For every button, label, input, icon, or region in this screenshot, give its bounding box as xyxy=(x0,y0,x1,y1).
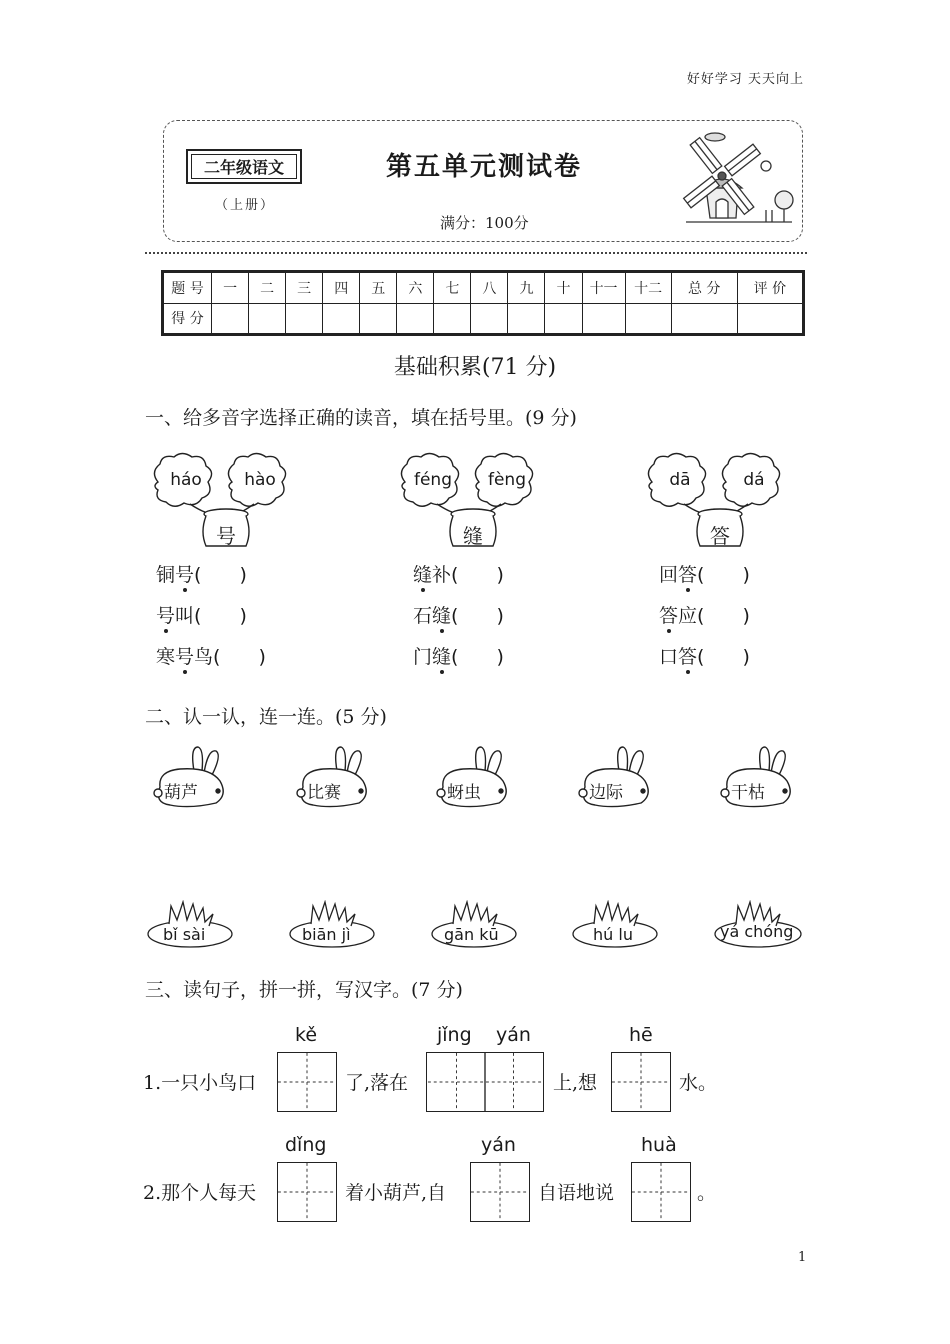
answer-blank[interactable]: ( ) xyxy=(213,646,266,668)
dotted-char: 号 xyxy=(175,564,195,586)
polyphone-char: 答 xyxy=(710,524,730,548)
word-text: 石 xyxy=(413,605,433,627)
word-item xyxy=(413,642,504,669)
sentence-1-part: 1.一只小鸟口 xyxy=(143,1072,257,1094)
score-table-header-row xyxy=(164,273,803,304)
reading-option: fèng xyxy=(487,470,526,490)
score-input-cell[interactable] xyxy=(434,303,471,334)
table-cell: 九 xyxy=(508,273,545,304)
word-item xyxy=(156,642,266,669)
sentence-2-part: 。 xyxy=(697,1182,717,1204)
writing-box[interactable] xyxy=(277,1162,337,1222)
rabbit-word[interactable]: 蚜虫 xyxy=(447,783,481,803)
pinyin-label: huà xyxy=(641,1134,677,1156)
score-input-cell[interactable] xyxy=(737,303,802,334)
word-item xyxy=(413,601,504,628)
polyphone-char: 缝 xyxy=(463,524,483,548)
word-text: 鸟 xyxy=(194,646,214,668)
word-item xyxy=(659,601,750,628)
table-cell: 七 xyxy=(434,273,471,304)
table-cell: 三 xyxy=(286,273,323,304)
word-text: 寒 xyxy=(156,646,176,668)
word-text: 应 xyxy=(678,605,698,627)
score-input-cell[interactable] xyxy=(625,303,671,334)
word-text: 叫 xyxy=(175,605,195,627)
writing-box[interactable] xyxy=(611,1052,671,1112)
grade-badge-text: 二年级语文 xyxy=(203,158,284,177)
question-text: 二、认一认，连一连。 xyxy=(145,706,336,728)
pinyin-label: yán xyxy=(496,1024,531,1046)
rabbit-word[interactable]: 比赛 xyxy=(307,783,341,803)
question-text: 一、给多音字选择正确的读音，填在括号里。 xyxy=(145,407,526,429)
grass-pinyin[interactable]: yá chóng xyxy=(720,922,794,941)
answer-blank[interactable]: ( ) xyxy=(451,646,504,668)
answer-blank[interactable]: ( ) xyxy=(194,564,247,586)
word-item xyxy=(156,601,247,628)
grass-pinyin[interactable]: bǐ sài xyxy=(163,925,206,944)
table-cell: 总 分 xyxy=(671,273,737,304)
sentence-1-part: 上,想 xyxy=(553,1072,598,1094)
dotted-char: 答 xyxy=(678,564,698,586)
table-cell: 五 xyxy=(360,273,397,304)
rabbit-word[interactable]: 葫芦 xyxy=(164,783,198,803)
grass-pinyin[interactable]: biān jì xyxy=(302,925,351,944)
score-input-cell[interactable] xyxy=(249,303,286,334)
word-text: 补 xyxy=(432,564,452,586)
dotted-char: 号 xyxy=(175,646,195,668)
dotted-char: 答 xyxy=(659,605,679,627)
table-cell: 一 xyxy=(212,273,249,304)
question-points: (5 分) xyxy=(335,706,387,728)
dotted-char: 答 xyxy=(678,646,698,668)
table-cell: 六 xyxy=(397,273,434,304)
word-text: 口 xyxy=(659,646,679,668)
score-input-cell[interactable] xyxy=(212,303,249,334)
pinyin-label: kě xyxy=(295,1024,318,1046)
dotted-char: 缝 xyxy=(432,646,452,668)
reading-option: hào xyxy=(244,470,276,490)
page-number: 1 xyxy=(798,1250,807,1265)
table-cell: 得 分 xyxy=(164,303,212,334)
reading-option: dá xyxy=(743,470,765,490)
sentence-2-part: 2.那个人每天 xyxy=(143,1182,257,1204)
score-input-cell[interactable] xyxy=(286,303,323,334)
section-title: 基础积累(71 分) xyxy=(393,355,557,380)
table-cell: 四 xyxy=(323,273,360,304)
score-input-cell[interactable] xyxy=(545,303,582,334)
answer-blank[interactable]: ( ) xyxy=(451,605,504,627)
score-input-cell[interactable] xyxy=(508,303,545,334)
word-text: 铜 xyxy=(156,564,176,586)
table-cell: 十二 xyxy=(625,273,671,304)
table-cell: 二 xyxy=(249,273,286,304)
dotted-char: 缝 xyxy=(432,605,452,627)
table-cell: 评 价 xyxy=(737,273,802,304)
pinyin-label: hē xyxy=(629,1024,653,1046)
question-points: (7 分) xyxy=(411,979,463,1001)
answer-blank[interactable]: ( ) xyxy=(194,605,247,627)
score-table-score-row xyxy=(164,303,803,334)
question-2-title xyxy=(145,702,387,729)
sentence-1-part: 水。 xyxy=(679,1072,718,1094)
sentence-1-part: 了,落在 xyxy=(345,1072,409,1094)
writing-box[interactable] xyxy=(426,1052,544,1112)
dotted-char: 缝 xyxy=(413,564,433,586)
word-item xyxy=(659,560,750,587)
writing-box[interactable] xyxy=(277,1052,337,1112)
sentence-2-part: 着小葫芦,自 xyxy=(345,1182,447,1204)
volume-label: （上册） xyxy=(215,198,276,213)
question-1-title xyxy=(145,403,577,430)
grade-badge xyxy=(186,149,302,184)
reading-option: féng xyxy=(413,470,452,490)
word-item xyxy=(413,560,504,587)
sentence-2-part: 自语地说 xyxy=(538,1182,615,1204)
answer-blank[interactable]: ( ) xyxy=(697,605,750,627)
table-cell: 八 xyxy=(471,273,508,304)
reading-option: háo xyxy=(170,470,202,490)
score-input-cell[interactable] xyxy=(671,303,737,334)
grass-pinyin[interactable]: gān kū xyxy=(444,925,499,944)
reading-option: dā xyxy=(669,470,691,490)
question-3-title xyxy=(145,975,463,1002)
score-input-cell[interactable] xyxy=(471,303,508,334)
page-title: 第五单元测试卷 xyxy=(386,152,583,182)
score-input-cell[interactable] xyxy=(582,303,625,334)
answer-blank[interactable]: ( ) xyxy=(697,646,750,668)
pinyin-label: jǐng xyxy=(437,1024,472,1046)
score-input-cell[interactable] xyxy=(397,303,434,334)
writing-box[interactable] xyxy=(631,1162,691,1222)
table-cell: 十 xyxy=(545,273,582,304)
windmill-illustration xyxy=(680,126,798,234)
rabbit-word[interactable]: 边际 xyxy=(589,783,623,803)
writing-box[interactable] xyxy=(470,1162,530,1222)
polyphone-char: 号 xyxy=(216,524,236,548)
word-text: 门 xyxy=(413,646,433,668)
dotted-char: 号 xyxy=(156,605,176,627)
header-divider xyxy=(145,252,807,254)
header-motto: 好好学习 天天向上 xyxy=(686,72,804,87)
question-points: (9 分) xyxy=(525,407,577,429)
answer-blank[interactable]: ( ) xyxy=(451,564,504,586)
word-item xyxy=(659,642,750,669)
pinyin-label: dǐng xyxy=(285,1134,327,1156)
word-text: 回 xyxy=(659,564,679,586)
answer-blank[interactable]: ( ) xyxy=(697,564,750,586)
score-table xyxy=(163,272,803,334)
pinyin-label: yán xyxy=(481,1134,516,1156)
question-text: 三、读句子，拼一拼，写汉字。 xyxy=(145,979,412,1001)
full-score: 满分：100分 xyxy=(440,214,529,232)
table-cell: 题 号 xyxy=(164,273,212,304)
grass-pinyin[interactable]: hú lu xyxy=(593,925,633,944)
table-cell: 十一 xyxy=(582,273,625,304)
word-item xyxy=(156,560,247,587)
score-input-cell[interactable] xyxy=(323,303,360,334)
score-input-cell[interactable] xyxy=(360,303,397,334)
rabbit-word[interactable]: 干枯 xyxy=(731,783,765,803)
